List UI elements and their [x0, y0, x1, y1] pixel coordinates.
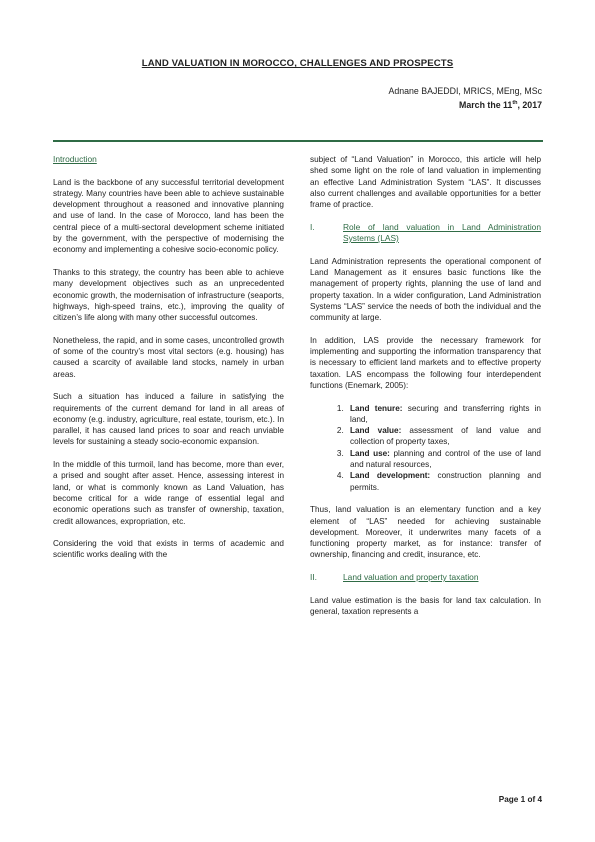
paragraph: Thanks to this strategy, the country has been able to achieve many development objectives such as an unprecedented economic growth, the modernisation of infrastructure (seaports, highways, high-speed trains, etc.), improving the quality of citizen’s life along with many other successful outcomes.	[53, 267, 284, 323]
list-item	[346, 425, 541, 448]
list-desc: construction planning and permits.	[350, 471, 542, 492]
author-line: Adnane BAJEDDI, MRICS, MEng, MSc	[388, 86, 542, 96]
list-item	[346, 448, 541, 471]
las-functions-list	[310, 403, 541, 493]
paragraph: subject of “Land Valuation” in Morocco, this article will help shed some light on the role of land valuation in implementing an effective Land Administration System “LAS”. It discusses also current challenges and available opportunities for a better frame of practice.	[310, 155, 541, 210]
list-term: Land value:	[350, 426, 402, 436]
date-line	[459, 100, 542, 110]
paragraph: Land value estimation is the basis for land tax calculation. In general, taxation represents a	[310, 595, 541, 616]
section-number: II.	[310, 571, 317, 582]
section-title: Role of land valuation in Land Administration Systems (LAS)	[343, 221, 541, 244]
list-desc: securing and transferring rights in land,	[350, 403, 541, 424]
section-heading-1	[310, 222, 541, 245]
date-superscript: th	[512, 100, 518, 107]
paragraph: Land is the backbone of any successful territorial development strategy. Many countries have been able to achieve sustainable development throughout a reasoned and innovative planning and use of land. In the case of Morocco, land has been the central piece of a multi-sectoral development scheme initiated by the government, with the perspective of modernising the economy and implementing a cohesive socio-economic policy.	[53, 177, 284, 255]
paragraph: Land Administration represents the operational component of Land Management as it ensures basic functions like the management of property rights, planning the use of land and property taxation. In a wider configuration, Land Administration Systems “LAS” service the needs of both the individual and the community at large.	[310, 256, 541, 323]
introduction-heading: Introduction	[53, 154, 97, 164]
paragraph: In the middle of this turmoil, land has become, more than ever, a prised and sought after asset. Hence, assessing interest in land, or what is commonly known as Land Valuation, has become critical for a wide range of essential legal and economic operations such as transfer of ownership, taxation, credit allowances, expropriation, etc.	[53, 460, 284, 526]
list-desc: planning and control of the use of land and natural resources,	[350, 448, 541, 470]
section-heading-2	[310, 572, 541, 583]
paragraph: Such a situation has induced a failure in satisfying the requirements of the current demand for land in all areas of economy (e.g. industry, agriculture, real estate, tourism, etc.). In parallel, it has caused land prices to soar and reach unviable levels for sustaining a steady socio-economic expansion.	[53, 392, 285, 447]
paragraph: Thus, land valuation is an elementary function and a key element of “LAS” needed for achieving sustainable development. Moreover, it underwrites many facets of a functioning property market, as for instance: transfer of ownership, financing and credit, insurance, etc.	[310, 505, 541, 560]
paragraph: Considering the void that exists in terms of academic and scientific works dealing with the	[53, 539, 284, 560]
document-title: LAND VALUATION IN MOROCCO, CHALLENGES AND PROSPECTS	[141, 58, 454, 69]
list-item	[346, 403, 541, 426]
paragraph: In addition, LAS provide the necessary framework for implementing and supporting the information transparency that is necessary to efficient land markets and to effective property taxation. LAS encompass the following four interdependent functions (Enemark, 2005):	[310, 335, 541, 390]
date-suffix: , 2017	[517, 100, 542, 110]
list-term: Land development:	[350, 471, 431, 481]
header-divider	[53, 140, 543, 142]
section-number: I.	[310, 221, 315, 232]
left-column	[53, 154, 284, 572]
date-prefix: March the 11	[459, 100, 513, 110]
paragraph: Nonetheless, the rapid, and in some cases, uncontrolled growth of some of the country’s most vital sectors (e.g. housing) has caused a scarcity of available land stocks, namely in urban areas.	[53, 335, 284, 379]
section-title: Land valuation and property taxation	[343, 571, 479, 582]
list-item	[346, 470, 541, 493]
list-term: Land use:	[350, 448, 390, 458]
list-term: Land tenure:	[350, 403, 403, 413]
right-column	[310, 154, 541, 628]
page-number: Page 1 of 4	[498, 795, 542, 804]
list-desc: assessment of land value and collection of property taxes,	[350, 426, 541, 447]
